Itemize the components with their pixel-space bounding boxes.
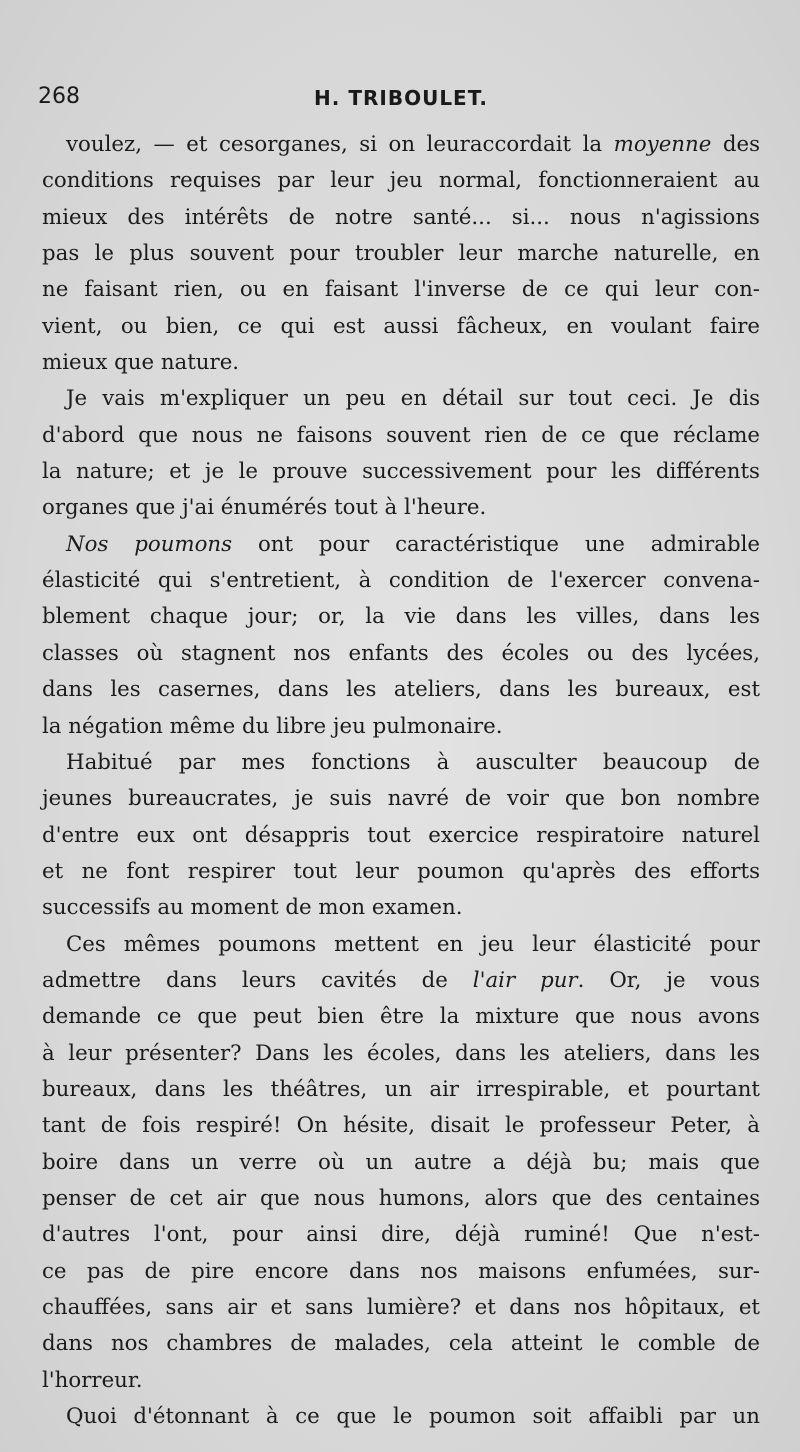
paragraph (42, 527, 760, 745)
page-number: 268 (38, 84, 80, 109)
text-line: successifs au moment de mon examen. (42, 895, 463, 921)
paragraph (42, 381, 760, 526)
text-line: bureaux, dans les théâtres, un air irrespirable, et pourtant (42, 1076, 760, 1102)
text-line: Ces mêmes poumons mettent en jeu leur élasticité pour (66, 931, 760, 957)
text-line: vient, ou bien, ce qui est aussi fâcheux, en voulant faire (42, 313, 760, 339)
text-line: demande ce que peut bien être la mixture que nous avons (42, 1004, 760, 1030)
body-text (42, 127, 760, 1435)
text-line: voulez, — et cesorganes, si on leuraccordait la moyenne des (66, 132, 760, 157)
running-head: H. TRIBOULET. (314, 86, 488, 110)
text-line: classes où stagnent nos enfants des écoles ou des lycées, (42, 640, 760, 666)
text-line: mieux que nature. (42, 350, 240, 376)
text-line: Je vais m'expliquer un peu en détail sur tout ceci. Je dis (66, 386, 760, 412)
text-line: ce pas de pire encore dans nos maisons enfumées, sur- (42, 1258, 760, 1284)
text-line: tant de fois respiré! On hésite, disait le professeur Peter, à (42, 1113, 760, 1139)
italic-text: moyenne (613, 132, 712, 157)
text-line: la négation même du libre jeu pulmonaire. (42, 713, 503, 739)
text-line: Nos poumons ont pour caractéristique une admirable (66, 531, 760, 557)
text-line: mieux des intérêts de notre santé... si... nous n'agissions (42, 204, 760, 230)
text-line: chauffées, sans air et sans lumière? et dans nos hôpitaux, et (42, 1295, 760, 1320)
text-line: conditions requises par leur jeu normal, fonctionneraient au (42, 168, 760, 194)
text-line: Quoi d'étonnant à ce que le poumon soit affaibli par un (66, 1404, 760, 1430)
italic-text: Nos poumons (66, 531, 233, 557)
text-line: d'autres l'ont, pour ainsi dire, déjà ruminé! Que n'est- (42, 1222, 760, 1248)
paragraph (42, 1399, 760, 1435)
text-line: penser de cet air que nous humons, alors que des centaines (42, 1185, 760, 1211)
text-line: et ne font respirer tout leur poumon qu'après des efforts (42, 858, 760, 884)
text-line: Habitué par mes fonctions à ausculter beaucoup de (66, 749, 760, 775)
paragraph (42, 745, 760, 927)
page-header (38, 84, 764, 118)
text-line: l'horreur. (42, 1367, 143, 1393)
text-line: admettre dans leurs cavités de l'air pur. Or, je vous (42, 967, 761, 993)
paragraph (42, 127, 760, 381)
text-line: blement chaque jour; or, la vie dans les villes, dans les (42, 604, 760, 630)
text-line: boire dans un verre où un autre a déjà bu; mais que (42, 1149, 760, 1175)
text-line: d'abord que nous ne faisons souvent rien de ce que réclame (42, 422, 760, 448)
text-line: d'entre eux ont désappris tout exercice respiratoire naturel (42, 822, 760, 848)
text-line: ne faisant rien, ou en faisant l'inverse de ce qui leur con- (42, 277, 760, 303)
text-line: à leur présenter? Dans les écoles, dans les ateliers, dans les (42, 1040, 760, 1066)
text-line: dans les casernes, dans les ateliers, dans les bureaux, est (42, 677, 760, 703)
italic-text: l'air pur (472, 967, 578, 993)
text-line: élasticité qui s'entretient, à condition de l'exercer convena- (42, 568, 760, 594)
text-line: dans nos chambres de malades, cela atteint le comble de (42, 1331, 760, 1357)
text-line: jeunes bureaucrates, je suis navré de voir que bon nombre (42, 786, 760, 812)
text-line: la nature; et je le prouve successivement pour les différents (42, 459, 760, 485)
text-line: organes que j'ai énumérés tout à l'heure. (42, 495, 487, 521)
text-line: pas le plus souvent pour troubler leur marche naturelle, en (42, 241, 760, 267)
paragraph (42, 927, 760, 1399)
